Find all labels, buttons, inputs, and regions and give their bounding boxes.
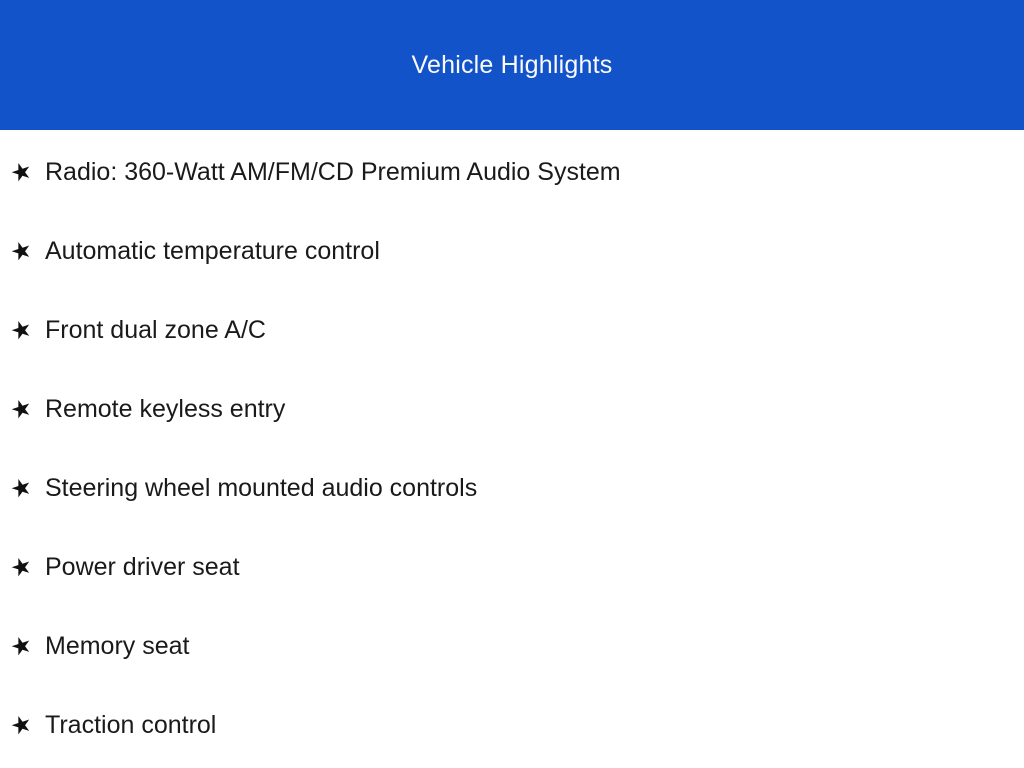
star-bullet-icon: ★ — [6, 472, 36, 505]
list-item — [6, 156, 1004, 189]
list-item — [6, 314, 1004, 347]
star-bullet-icon: ★ — [6, 156, 36, 189]
page-title: Vehicle Highlights — [411, 50, 613, 79]
list-item-text: Traction control — [45, 711, 217, 739]
star-bullet-icon: ★ — [6, 235, 36, 268]
star-bullet-icon: ★ — [6, 551, 36, 584]
list-item-text: Power driver seat — [45, 553, 240, 581]
star-bullet-icon: ★ — [6, 709, 36, 742]
highlights-list — [0, 130, 1024, 740]
list-item-text: Remote keyless entry — [45, 395, 286, 423]
star-bullet-icon: ★ — [6, 630, 36, 663]
list-item-text: Radio: 360-Watt AM/FM/CD Premium Audio System — [45, 158, 621, 186]
list-item-text: Automatic temperature control — [45, 237, 380, 265]
list-item — [6, 393, 1004, 426]
list-item — [6, 551, 1004, 584]
list-item — [6, 235, 1004, 268]
list-item — [6, 472, 1004, 505]
star-bullet-icon: ★ — [6, 314, 36, 347]
star-bullet-icon: ★ — [6, 393, 36, 426]
list-item — [6, 630, 1004, 663]
list-item-text: Memory seat — [45, 632, 190, 660]
list-item-text: Steering wheel mounted audio controls — [45, 474, 478, 502]
list-item — [6, 709, 1004, 742]
header-banner — [0, 0, 1024, 130]
list-item-text: Front dual zone A/C — [45, 316, 266, 344]
